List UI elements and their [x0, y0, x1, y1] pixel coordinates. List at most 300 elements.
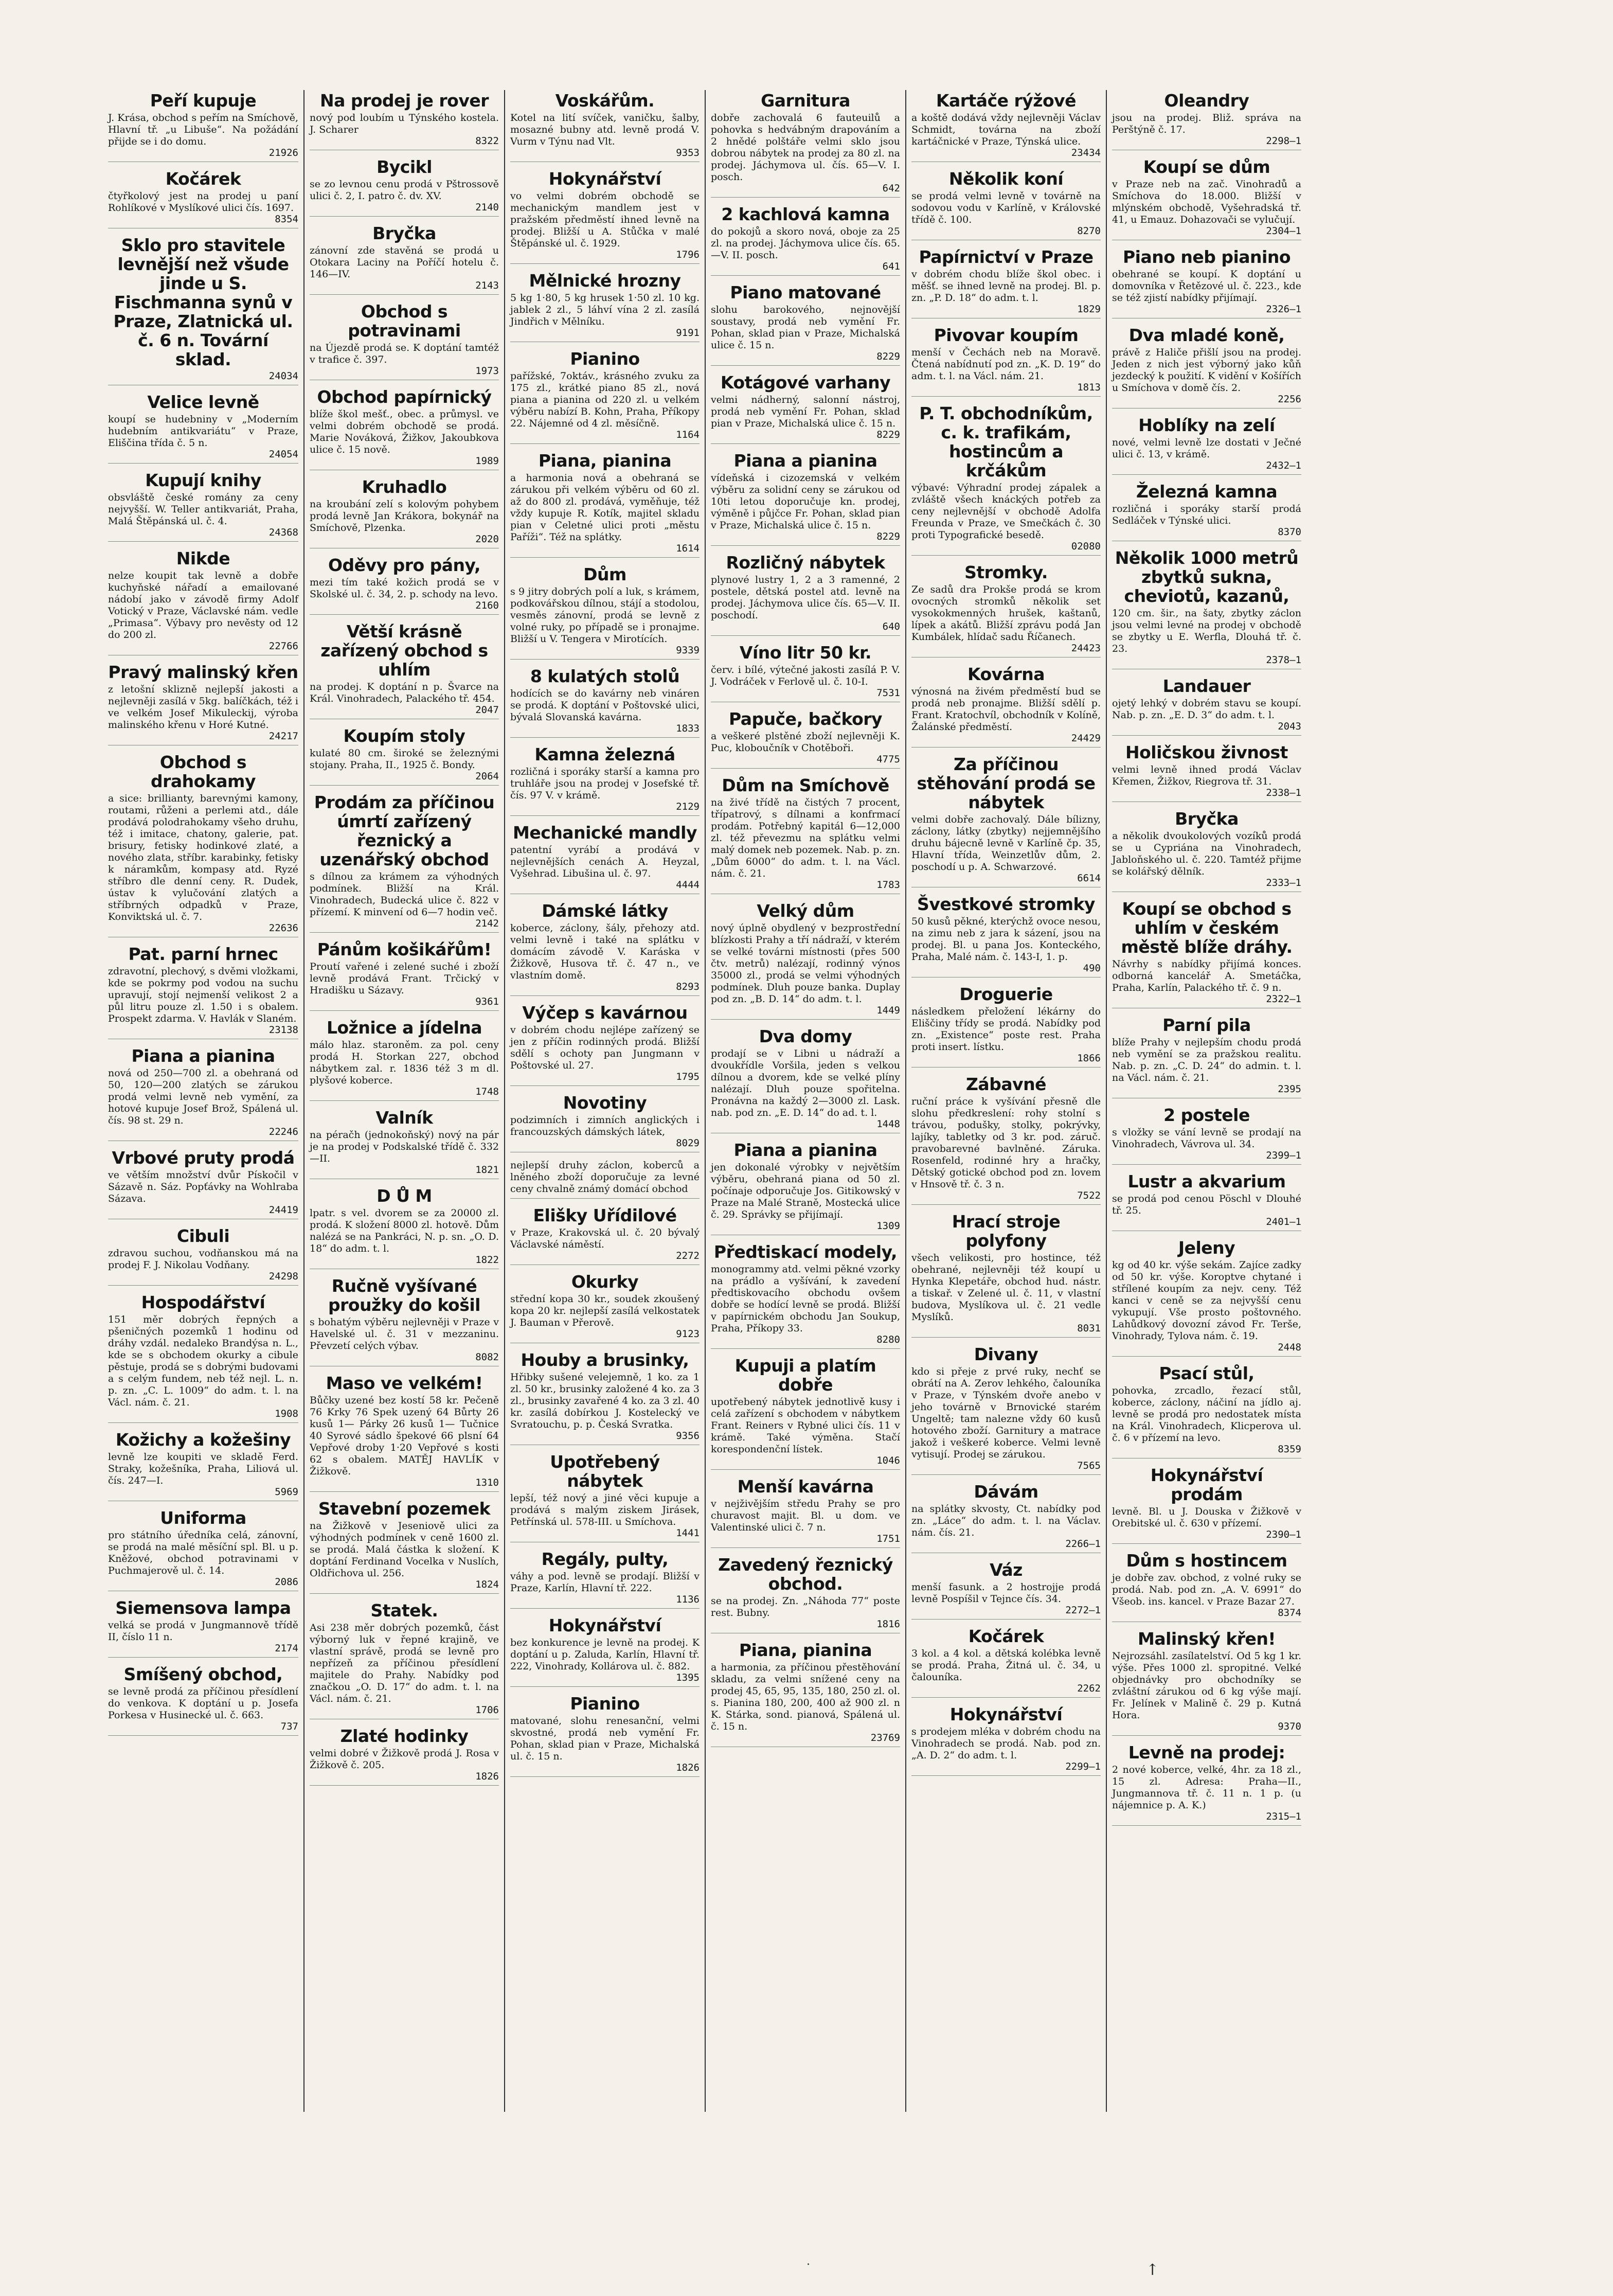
ad-text: kg od 40 kr. výše sekám. Zajíce zadky od 50 kr. výše. Koroptve chytané i střílené koupím za nejv. ceny. Též kanci v ceně se za nejvyšší cenu vykupují. Vše prosto poštovného. Lahůdkový dovozní závod Fr. Terše, Vinohrady, Tylova nám. č. 19.: [1112, 1259, 1301, 1342]
ad-heading: Zlaté hodinky: [340, 1726, 469, 1746]
classified-ad: [711, 709, 900, 769]
ad-text: nový pod loubím u Týnského kostela. J. Scharer: [310, 112, 499, 135]
ad-heading: Piana a pianina: [733, 451, 877, 471]
classified-ad: [1112, 416, 1301, 475]
ad-number: 24034: [268, 370, 298, 382]
classified-ad: [1112, 809, 1301, 892]
ad-number: 2086: [275, 1576, 298, 1588]
classified-ad: [510, 1160, 700, 1199]
ad-heading: Piana a pianina: [131, 1046, 275, 1066]
ad-number: 1614: [676, 543, 700, 554]
ad-number: 1833: [676, 723, 700, 734]
classified-ad: [911, 91, 1101, 162]
ad-heading: Kožichy a kožešiny: [115, 1430, 291, 1450]
classified-ad: [1112, 743, 1301, 802]
ad-heading: Divany: [974, 1344, 1038, 1364]
ad-heading: Maso ve velkém!: [326, 1373, 483, 1393]
classified-ad: [510, 667, 700, 738]
ad-number: 23434: [1071, 147, 1101, 158]
classified-ad: [1112, 326, 1301, 408]
ad-number: 1826: [676, 1762, 700, 1773]
ad-number: 2315—1: [1266, 1811, 1301, 1822]
ad-text: Kotel na lití svíček, vaničku, šalby, mosazné bubny atd. levně prodá V. Vurm v Týnu nad Vlt.: [510, 112, 700, 147]
ad-heading: Velký dům: [757, 901, 854, 921]
ad-heading: Švestkové stromky: [917, 894, 1095, 914]
ad-text: právě z Haliče přišlí jsou na prodej. Jeden z nich jest výborný jako kůň jezdecký k použití. K vidění v Košířích u Smíchova v domě čís. 2.: [1112, 347, 1301, 394]
ad-heading: Piano neb pianino: [1122, 247, 1291, 267]
ad-number: 2378—1: [1266, 654, 1301, 666]
ad-number: 642: [882, 183, 900, 194]
ad-heading: Hospodářství: [141, 1292, 265, 1312]
classified-ad: [711, 1641, 900, 1747]
ad-text: nová od 250—700 zl. a obehraná od 50, 120—200 zlatých se zárukou prodá velmi levně neb vymění, za hotové kupuje Josef Brož, Spálená ul. čís. 98 st. 29 n.: [108, 1067, 298, 1126]
classified-ad: [1112, 1238, 1301, 1357]
ad-text: blíže škol mešť., obec. a průmysl. ve velmi dobrém obchodě se prodá. Marie Nováková, Žižkov, Jakoubkova ulice č. 15 nově.: [310, 408, 499, 455]
ad-text: s bohatým výběru nejlevněji v Praze v Havelské ul. č. 31 v mezzaninu. Převzetí celých výbav.: [310, 1316, 499, 1351]
ad-heading: Piana, pianina: [739, 1640, 872, 1660]
classified-ad: [711, 283, 900, 366]
ad-text: dobře zachovalá 6 fauteuilů a pohovka s hedvábným drapováním a 2 hnědé polštáře velmi sklo jsou dobrou nábytek na prodej za 80 zl. na prodej. Jáchymova ul. čís. 65—V. I. posch.: [711, 112, 900, 183]
ad-text: matované, slohu renesanční, velmi skvostné, prodá neb vymění Fr. Pohan, sklad pian v Praze, Michalská ul. č. 15 n.: [510, 1715, 700, 1762]
column-4: [705, 90, 905, 2112]
ad-heading: Rozličný nábytek: [726, 553, 885, 573]
ad-text: koupí se hudebniny v „Moderním hudebním antikvariátu“ v Praze, Eliščina třída č. 5 n.: [108, 414, 298, 449]
ad-heading: Kovárna: [967, 664, 1045, 684]
ad-text: bez konkurence je levně na prodej. K doptání u p. Zaluda, Karlín, Hlavní tř. 222, Vinohrady, Kollárova ul. č. 882.: [510, 1637, 700, 1672]
classified-ad: [510, 451, 700, 558]
ad-heading: Elišky Uřídilové: [533, 1205, 677, 1225]
ad-text: ruční práce k vyšívání přesně dle slohu předkreslení: rohy stolní s trávou, podušky, stolky, pokrývky, lajíky, tabletky od 3 kr. pod. záruč. pravobarevné bavlněné. Záruka. Rosenfeld, rodinné hry a hračky, Dětský gotické obchod pod zn. lovem v Hnsově tř. č. 3 n.: [911, 1096, 1101, 1190]
ad-number: 2160: [475, 600, 499, 611]
ad-number: 2448: [1278, 1342, 1301, 1353]
ad-text: 5 kg 1·80, 5 kg hrusek 1·50 zl. 10 kg. jablek 2 zl., 5 láhví vína 2 zl. zasílá Jindřich v Mělníku.: [510, 292, 700, 327]
ad-number: 2262: [1077, 1683, 1101, 1694]
ad-number: 1826: [475, 1771, 499, 1782]
classified-ad: [310, 477, 499, 548]
ad-text: a několik dvoukolových vozíků prodá se u Cypriána na Vinohradech, Jabloňského ul. č. 220. Tamtéž přijme se kolářský dělník.: [1112, 830, 1301, 877]
ad-text: pro státního úředníka celá, zánovní, se prodá na malé měsíční spl. Bl. u p. Kněžové, obchod potravinami v Puchmajerově ul. č. 14.: [108, 1529, 298, 1576]
column-5: [905, 90, 1106, 2112]
ad-text: s prodejem mléka v dobrém chodu na Vinohradech se prodá. Nab. pod zn. „A. D. 2“ do adm. t. l.: [911, 1726, 1101, 1761]
ad-text: střední kopa 30 kr., soudek zkoušený kopa 20 kr. nejlepší zasílá velkostatek J. Bauman v Přerově.: [510, 1293, 700, 1328]
ad-number: 1824: [475, 1579, 499, 1590]
classified-ad: [711, 643, 900, 702]
ad-text: v dobrém chodu blíže škol obec. i měšť. se ihned levně na prodej. Bl. p. zn. „P. D. 18“ do adm. t. l.: [911, 269, 1101, 304]
ad-heading: Holičskou živnost: [1125, 742, 1288, 762]
classified-ad: [1112, 1466, 1301, 1544]
ad-heading: Na prodej je rover: [319, 91, 489, 111]
ad-number: 9339: [676, 645, 700, 656]
ad-heading: Dávám: [974, 1482, 1038, 1502]
ad-heading: Menší kavárna: [737, 1476, 874, 1497]
ad-number: 2399—1: [1266, 1150, 1301, 1161]
ad-number: 1441: [676, 1527, 700, 1539]
ad-heading: Předtiskací modely,: [713, 1242, 898, 1262]
ad-heading: Hokynářství: [949, 1704, 1063, 1724]
classified-ad: [510, 901, 700, 996]
ad-heading: Dva domy: [759, 1026, 852, 1046]
ad-text: na Žižkově v Jeseniově ulici za výhodných podmínek v ceně 1600 zl. se prodá. Malá částka k složení. K doptání Ferdinand Vocelka v Nuslích, Oldřichova ul. 256.: [310, 1520, 499, 1579]
ad-heading: Voskářům.: [555, 91, 655, 111]
ad-heading: Oleandry: [1164, 91, 1249, 111]
classified-ad: [108, 1226, 298, 1286]
ad-text: upotřebený nábytek jednotlivě kusy i celá zařízení s obchodem v nábytkem Frant. Reiners v Rybné ulici čís. 11 v krámě. Také výměna. Stačí korespondenční lístek.: [711, 1396, 900, 1455]
ad-heading: Obchod papírnický: [317, 387, 492, 407]
ad-text: výnosná na živém předměstí bud se prodá neb pronajme. Bližší sdělí p. Frant. Kratochvíl, obchodník v Kolíně, Žalánské předměstí.: [911, 686, 1101, 733]
classified-ad: [108, 91, 298, 162]
ad-heading: Větší krásně zařízený obchod s uhlím: [320, 621, 488, 680]
classified-ad: [711, 373, 900, 444]
ad-text: obsvláště české romány za ceny nejvyšší. W. Teller antikvariát, Praha, Malá Štěpánská ul. č. 4.: [108, 492, 298, 527]
ad-number: 22766: [268, 640, 298, 652]
ad-heading: Bycikl: [377, 157, 432, 177]
ad-number: 24423: [1071, 643, 1101, 654]
ad-heading: P. T. obchodníkům, c. k. trafikám, hostincům a krčákům: [919, 403, 1093, 480]
ad-number: 24217: [268, 731, 298, 742]
ad-text: v dobrém chodu nejlépe zařízený se jen z příčin rodinných prodá. Bližší sdělí s ochoty pan Jungmann v Poštovské ul. 27.: [510, 1024, 700, 1071]
ad-number: 24429: [1071, 733, 1101, 744]
classified-ad: [510, 1616, 700, 1687]
classified-ad: [510, 169, 700, 264]
classified-ad: [911, 1212, 1101, 1338]
classified-ad: [1112, 1172, 1301, 1231]
ad-number: 2140: [475, 202, 499, 213]
ad-number: 1866: [1077, 1053, 1101, 1064]
ad-heading: Nikde: [176, 548, 230, 568]
ad-number: 4444: [676, 879, 700, 891]
classified-ad: [510, 565, 700, 660]
classified-ad: [108, 945, 298, 1039]
ad-number: 2304—1: [1266, 225, 1301, 237]
ad-text: nelze koupit tak levně a dobře kuchyňské nářadí a emailované nádobí jako v závodě firmy Adolf Votický v Praze, Václavské nám. vedle „Primasa“. Výbavy pro nevěsty od 12 do 200 zl.: [108, 570, 298, 640]
ad-heading: Malinský křen!: [1138, 1629, 1276, 1649]
classified-ad: [510, 1003, 700, 1086]
ad-number: 1310: [475, 1477, 499, 1488]
ad-number: 24298: [268, 1271, 298, 1282]
classified-ad: [108, 1598, 298, 1658]
classified-ad: [108, 1148, 298, 1219]
ad-text: obehrané se koupí. K doptání u domovníka v Řetězové ul. č. 223., kde se též zjistí nabídky přijímají.: [1112, 269, 1301, 304]
ad-text: monogrammy atd. velmi pěkné vzorky na prádlo a vyšívání, k zavedení předtiskovacího obchodu ovšem dobře se hodící levně se prodá. Bližší v papírnickém obchodu Jan Soukup, Praha, Příkopy 33.: [711, 1263, 900, 1334]
classified-ad: [510, 1550, 700, 1609]
ad-number: 8322: [475, 135, 499, 147]
classified-ad: [911, 665, 1101, 747]
classified-ad: [911, 563, 1101, 657]
ad-text: Návrhy s nabídky přijímá konces. odborná kancelář A. Smetáčka, Praha, Karlín, Palackého tř. č. 9 n.: [1112, 958, 1301, 993]
ad-heading: Váz: [990, 1560, 1023, 1580]
ad-text: 2 nové koberce, velké, 4hr. za 18 zl., 15 zl. Adresa: Praha—II., Jungmannova tř. č. 11 n. 1 p. (u nájemnice p. A. K.): [1112, 1764, 1301, 1811]
ad-text: ojetý lehký v dobrém stavu se koupí. Nab. p. zn. „E. D. 3“ do adm. t. l.: [1112, 698, 1301, 721]
ad-number: 8229: [876, 429, 900, 440]
ad-heading: Hokynářství: [548, 169, 661, 189]
ad-text: prodají se v Libni u nádraží a dvoukřídle Voršila, jeden s velkou dílnou a dvorem, kde se velké plíny nalézají. Dluh pouze spořitelna. Pronávna na každý 2—3000 zl. Lask. nab. pod zn. „E. D. 14“ do ad. t. l.: [711, 1048, 900, 1118]
ad-text: se levně prodá za příčinou přesídlení do venkova. K doptání u p. Josefa Porkesa v Husinecké ul. č. 663.: [108, 1686, 298, 1721]
ad-text: z letošní sklizně nejlepší jakosti a nejlevněji zasílá v 5kg. balíčkách, též i ve velkém Josef Mikuleckij, výroba malinského křenu v Horé Kutné.: [108, 684, 298, 731]
ad-text: se prodá pod cenou Pöschl v Dlouhé tř. 25.: [1112, 1193, 1301, 1216]
classified-ad: [310, 940, 499, 1011]
ad-text: následkem přeložení lékárny do Eliščiny třídy se prodá. Nabídky pod zn. „Existence“ poste rest. Praha proti insert. lístku.: [911, 1006, 1101, 1053]
ad-number: 4775: [876, 754, 900, 765]
ad-text: nový úplně obydlený v bezprostřední blízkosti Prahy a tří nádraží, v kterém se velké továrni místnosti (přes 500 čtv. metrů) nalézají, rodinný výnos 35000 zl., prodá se velmi výhodných podmínek. Dluh pouze banka. Duplay pod zn. „B. D. 14“ do adm. t. l.: [711, 922, 900, 1005]
ad-text: s vložky se vání levně se prodají na Vinohradech, Vávrova ul. 34.: [1112, 1127, 1301, 1150]
ad-number: 7531: [876, 687, 900, 699]
classified-ad: [510, 1093, 700, 1152]
ad-heading: Pivovar koupím: [934, 325, 1079, 345]
ad-text: a veškeré plstěné zboží nejlevněji K. Puc, kloboučník v Chotěboři.: [711, 731, 900, 754]
ad-text: pařížské, 7oktáv., krásného zvuku za 175 zl., krátké piano 85 zl., nová piana a pianina od 220 zl. u velkém výběru nabízí B. Kohn, Praha, Příkopy 22. Nájemné od 4 zl. měsíčně.: [510, 370, 700, 429]
classified-ad: [310, 1374, 499, 1492]
classified-ad: [1112, 157, 1301, 240]
ad-text: jen dokonalé výrobky v největším výběru, obehraná piana od 50 zl. počínaje odporučuje Jos. Gitikowský v Praze na Malé Straně, Mostecká ulice č. 29. Správky se přijímají.: [711, 1162, 900, 1220]
ad-number: 24368: [268, 527, 298, 538]
ad-heading: Koupí se obchod s uhlím v českém městě blíže dráhy.: [1121, 899, 1293, 957]
classified-ad: [1112, 677, 1301, 736]
ad-text: se zo levnou cenu prodá v Pštrossově ulici č. 2, I. patro č. dv. XV.: [310, 179, 499, 202]
ad-heading: Víno litr 50 kr.: [739, 643, 872, 663]
ad-text: koberce, záclony, šály, přehozy atd. velmi levně i také na splátku v domácím závodě V. Karáska v Žižkově, Husova tř. č. 47 n., ve vlastním domě.: [510, 922, 700, 981]
classified-ad: [310, 1186, 499, 1269]
ad-text: a koště dodává vždy nejlevněji Václav Schmidt, továrna na zboží kartáčnické v Praze, Týnská ulice.: [911, 112, 1101, 147]
classified-ad: [310, 1601, 499, 1719]
ad-heading: Mělnické hrozny: [529, 271, 681, 291]
ad-number: 2064: [475, 771, 499, 782]
ad-heading: Kruhadlo: [362, 477, 447, 497]
ad-heading: 2 kachlová kamna: [721, 204, 890, 224]
ad-heading: Mechanické mandly: [513, 823, 697, 843]
classified-ad: [911, 895, 1101, 977]
classified-ad: [310, 387, 499, 470]
classified-ad: [310, 726, 499, 786]
ad-heading: Stavební pozemek: [318, 1499, 491, 1519]
classified-ad: [108, 753, 298, 937]
ad-number: 8354: [275, 213, 298, 225]
ad-number: 1449: [876, 1005, 900, 1016]
ad-text: levně lze koupiti ve skladě Ferd. Straky, kožešníka, Praha, Liliová ul. čís. 247—I.: [108, 1451, 298, 1486]
ad-text: s 9 jitry dobrých polí a luk, s krámem, podkovářskou dílnou, stájí a stodolou, vesměs zánovní, prodá se levně z volné ruky, po případě se i pronajme. Bližší u V. Tengera v Mirotících.: [510, 586, 700, 645]
ad-text: velká se prodá v Jungmannově třídě II, číslo 11 n.: [108, 1619, 298, 1643]
ad-text: výbavé: Výhradní prodej zápalek a zvláště všech knáckých potřeb za ceny nejlevnější v obchodě Adolfa Freunda v Praze, ve Smečkách č. 30 proti Typografické besedě.: [911, 482, 1101, 541]
ad-number: 8031: [1077, 1323, 1101, 1334]
ad-heading: Dům: [583, 564, 626, 584]
ad-number: 5969: [275, 1486, 298, 1498]
ad-number: 9361: [475, 996, 499, 1007]
ad-text: velmi dobře zachovalý. Dále bílizny, záclony, látky (zbytky) nejjemnějšího druhu bájecně levně v Karlíně čp. 35, Hlavní třída, Weinzetlův dům, 2. poschodí u p. A. Schwarzové.: [911, 814, 1101, 873]
ad-heading: Oděvy pro pány,: [328, 555, 480, 575]
ad-heading: Houby a brusinky,: [521, 1350, 689, 1370]
classified-ad: [911, 1075, 1101, 1205]
ad-heading: Kartáče rýžové: [936, 91, 1077, 111]
ad-heading: Pánům košikářům!: [317, 939, 492, 959]
classified-ad: [911, 1627, 1101, 1698]
ad-heading: Železná kamna: [1136, 482, 1278, 502]
ad-number: 1309: [876, 1220, 900, 1232]
ad-heading: Dámské látky: [542, 901, 668, 921]
ad-number: 6614: [1077, 873, 1101, 884]
ad-heading: 2 postele: [1163, 1105, 1250, 1125]
classified-ad: [1112, 482, 1301, 541]
ad-number: 1813: [1077, 382, 1101, 393]
ad-text: Hřibky sušené velejemně, 1 ko. za 1 zl. 50 kr., brusinky založené 4 ko. za 3 zl., brusinky zavařené 4 ko. za 3 zl. 40 kr. zasílá dobírkou J. Kostelecký ve Svratouchu, p. p. Česká Svratka.: [510, 1372, 700, 1430]
ad-number: 22246: [268, 1126, 298, 1137]
ad-number: 2142: [475, 918, 499, 929]
ad-heading: Zavedený řeznický obchod.: [718, 1555, 893, 1594]
ad-number: 2432—1: [1266, 460, 1301, 471]
ad-number: 1973: [475, 365, 499, 377]
ad-number: 2333—1: [1266, 877, 1301, 888]
ad-heading: Landauer: [1162, 676, 1251, 696]
ad-number: 1989: [475, 455, 499, 467]
classified-ad: [1112, 1106, 1301, 1165]
ad-text: v nejživějším středu Prahy se pro churavost majit. Bl. u dom. ve Valentinské ulici č. 7 n.: [711, 1498, 900, 1533]
classified-ad: [108, 1508, 298, 1591]
ad-text: na prodej. K doptání n p. Švarce na Král. Vinohradech, Palackého tř. 454.: [310, 681, 499, 704]
ad-heading: Statek.: [370, 1600, 438, 1621]
ad-heading: Levně na prodej:: [1128, 1742, 1285, 1763]
classified-ad: [911, 1482, 1101, 1553]
ad-number: 8370: [1278, 526, 1301, 538]
classified-ad: [1112, 548, 1301, 669]
classified-ad: [711, 91, 900, 198]
ad-number: 24054: [268, 449, 298, 460]
classified-ad: [510, 1452, 700, 1542]
classified-ad: [1112, 1364, 1301, 1458]
classified-ad: [911, 1560, 1101, 1619]
classified-ad: [1112, 1016, 1301, 1098]
ad-text: s dílnou za krámem za výhodných podmínek. Bližší na Král. Vinohradech, Budecká ulice č. 822 v přízemí. K minvení od 6—7 hodin več.: [310, 871, 499, 918]
ad-text: do pokojů a skoro nová, oboje za 25 zl. na prodej. Jáchymova ulice čís. 65.—V. II. posch.: [711, 226, 900, 261]
ad-number: 8082: [475, 1351, 499, 1363]
ad-text: na kroubání zelí s kolovým pohybem prodá levně Jan Krákora, bokynář na Smíchově, Plzenka.: [310, 499, 499, 533]
ad-heading: Kamna železná: [534, 744, 675, 764]
classified-ad: [711, 451, 900, 546]
ad-heading: Novotiny: [563, 1093, 647, 1113]
ad-number: 2266—1: [1065, 1538, 1101, 1550]
ad-heading: Bryčka: [1175, 809, 1239, 829]
classified-ad: [310, 157, 499, 217]
ad-text: v Praze neb na zač. Vinohradů a Smíchova do 18.000. Bližší v mlýnském obchodě, Vyšehradská tř. 41, u Emauz. Dohazovači se vylučují.: [1112, 179, 1301, 225]
ad-number: 8359: [1278, 1444, 1301, 1455]
classified-ad: [108, 471, 298, 542]
ad-text: na Újezdě prodá se. K doptání tamtéž v trafice č. 397.: [310, 342, 499, 365]
column-2: [303, 90, 504, 2112]
ad-text: lpatr. s vel. dvorem se za 20000 zl. prodá. K složení 8000 zl. hotově. Dům nalézá se na Pankráci, N. p. sn. „O. D. 18“ do adm. t. l.: [310, 1207, 499, 1254]
ad-number: 9370: [1278, 1721, 1301, 1732]
ad-text: se na prodej. Zn. „Náhoda 77“ poste rest. Bubny.: [711, 1595, 900, 1618]
ad-number: 640: [882, 621, 900, 632]
ad-number: 1748: [475, 1086, 499, 1097]
ad-heading: Hrací stroje polyfony: [952, 1212, 1061, 1251]
ad-text: 151 měr dobrých řepných a pšeničných pozemků 1 hodinu od dráhy vzdál. nedaleko Brandýsa n. L., kde se s obchodem okurky a cibule pěstuje, prodá se s dobrými budovami a s celým fundem, neb též nejl. L. n. p. zn. „C. L. 1009“ do adm. t. l. na Václ. nám. č. 21.: [108, 1314, 298, 1408]
ad-number: 2299—1: [1065, 1761, 1101, 1772]
ad-number: 8229: [876, 531, 900, 542]
classified-ad: [108, 549, 298, 655]
ad-text: váhy a pod. levně se prodají. Bližší v Praze, Karlín, Hlavní tř. 222.: [510, 1571, 700, 1594]
classified-ad: [510, 745, 700, 816]
ad-text: menší fasunk. a 2 hostrojje prodá levně Pospíšil v Tejnce čís. 34.: [911, 1581, 1101, 1605]
classified-ad: [108, 1665, 298, 1736]
classified-ad: [911, 169, 1101, 240]
ad-number: 2326—1: [1266, 304, 1301, 315]
classified-ad: [108, 1430, 298, 1501]
classified-ad: [911, 1345, 1101, 1475]
classified-ad: [1112, 91, 1301, 150]
classified-ad: [711, 776, 900, 894]
classified-ad: [108, 236, 298, 385]
ad-number: 2020: [475, 533, 499, 545]
classified-ad: [510, 823, 700, 894]
ad-text: ve větším množství dvůr Pískočil v Sázavě n. Sáz. Popťávky na Wohlraba Sázava.: [108, 1169, 298, 1204]
ad-heading: Hoblíky na zelí: [1138, 415, 1275, 435]
ad-heading: D Ů M: [377, 1186, 432, 1206]
ad-number: 23138: [268, 1024, 298, 1036]
ad-number: 1136: [676, 1594, 700, 1605]
ad-heading: Velice levně: [147, 392, 259, 412]
ad-text: 3 kol. a 4 kol. a dětská kolébka levně se prodá. Praha, Žitná ul. č. 34, u čalouníka.: [911, 1648, 1101, 1683]
ad-number: 22636: [268, 922, 298, 934]
ad-heading: Kočárek: [165, 169, 241, 189]
classified-columns: [103, 90, 1507, 2112]
ad-text: červ. i bílé, výtečné jakosti zasílá P. V. J. Vodráček v Ferlově ul. č. 10-I.: [711, 664, 900, 687]
ad-text: zdravou suchou, vodňanskou má na prodej F. J. Nikolau Vodňany.: [108, 1248, 298, 1271]
ad-number: 8374: [1278, 1607, 1301, 1618]
classified-ad: [510, 1694, 700, 1777]
ad-heading: Několik 1000 metrů zbytků sukna, cheviotů, kazanů,: [1115, 548, 1299, 606]
classified-ad: [510, 1206, 700, 1265]
ad-heading: Piana a pianina: [733, 1140, 877, 1160]
ad-heading: 8 kulatých stolů: [530, 666, 680, 686]
classified-ad: [310, 224, 499, 295]
ad-heading: Siemensova lampa: [115, 1598, 291, 1618]
ad-heading: Výčep s kavárnou: [522, 1003, 688, 1023]
ad-number: 02080: [1071, 541, 1101, 552]
ad-number: 1395: [676, 1672, 700, 1683]
ad-text: levně. Bl. u J. Douska v Žižkově v Orebitské ul. č. 630 v přízemí.: [1112, 1506, 1301, 1529]
classified-ad: [911, 985, 1101, 1067]
ad-text: velmi nádherný, salonní nástroj, prodá neb vymění Fr. Pohan, sklad pian v Praze, Michalská ulice č. 15 n.: [711, 394, 900, 429]
classified-ad: [911, 326, 1101, 397]
ad-text: velmi levně ihned prodá Václav Křemen, Žižkov, Riegrova tř. 31.: [1112, 764, 1301, 787]
ad-heading: Dva mladé koně,: [1128, 325, 1285, 345]
ad-heading: Jeleny: [1178, 1238, 1235, 1258]
ad-heading: Prodám za příčinou úmrtí zařízený řeznický a uzenářský obchod: [314, 792, 495, 869]
ad-number: 8293: [676, 981, 700, 992]
ad-heading: Kotágové varhany: [720, 372, 891, 393]
ad-heading: Kočárek: [968, 1626, 1044, 1646]
classified-ad: [510, 271, 700, 342]
classified-ad: [711, 901, 900, 1020]
ad-number: 24419: [268, 1204, 298, 1216]
ad-heading: Obchod s drahokamy: [151, 752, 256, 791]
ad-heading: Hokynářství: [548, 1615, 661, 1635]
ad-number: 8270: [1077, 225, 1101, 237]
ad-text: 120 cm. šir., na šaty, zbytky záclon jsou velmi levné na prodej v obchodě se zbytky u E. Werfla, Dlouhá tř. č. 23.: [1112, 608, 1301, 654]
classified-ad: [310, 302, 499, 380]
classified-ad: [310, 1727, 499, 1786]
ad-heading: Sklo pro stavitele levnější než všude jinde u S. Fischmanna synů v Praze, Zlatnická ul. č. 6 n. Tovární sklad.: [113, 235, 293, 369]
ad-number: 1783: [876, 879, 900, 891]
ad-number: 2256: [1278, 394, 1301, 405]
ad-number: 2143: [475, 280, 499, 291]
ad-text: Nejrozsáhl. zasílatelství. Od 5 kg 1 kr. výše. Přes 1000 zl. spropitné. Velké objednávky pro obchodníky se zvláštní zárukou od 6 kg výše mají. Fr. Jelínek v Malině č. 29 p. Kutná Hora.: [1112, 1650, 1301, 1721]
classified-ad: [108, 169, 298, 228]
ad-heading: Regály, pulty,: [541, 1549, 669, 1569]
ad-text: rozličná i sporáky starší a kamna pro truhláře jsou na prodej v Josefské tř. čís. 97 V. v krámě.: [510, 766, 700, 801]
ad-number: 1706: [475, 1704, 499, 1716]
ad-number: 2298—1: [1266, 135, 1301, 147]
ad-heading: Kupují knihy: [145, 470, 261, 490]
classified-ad: [310, 1018, 499, 1101]
classified-ad: [711, 1242, 900, 1349]
